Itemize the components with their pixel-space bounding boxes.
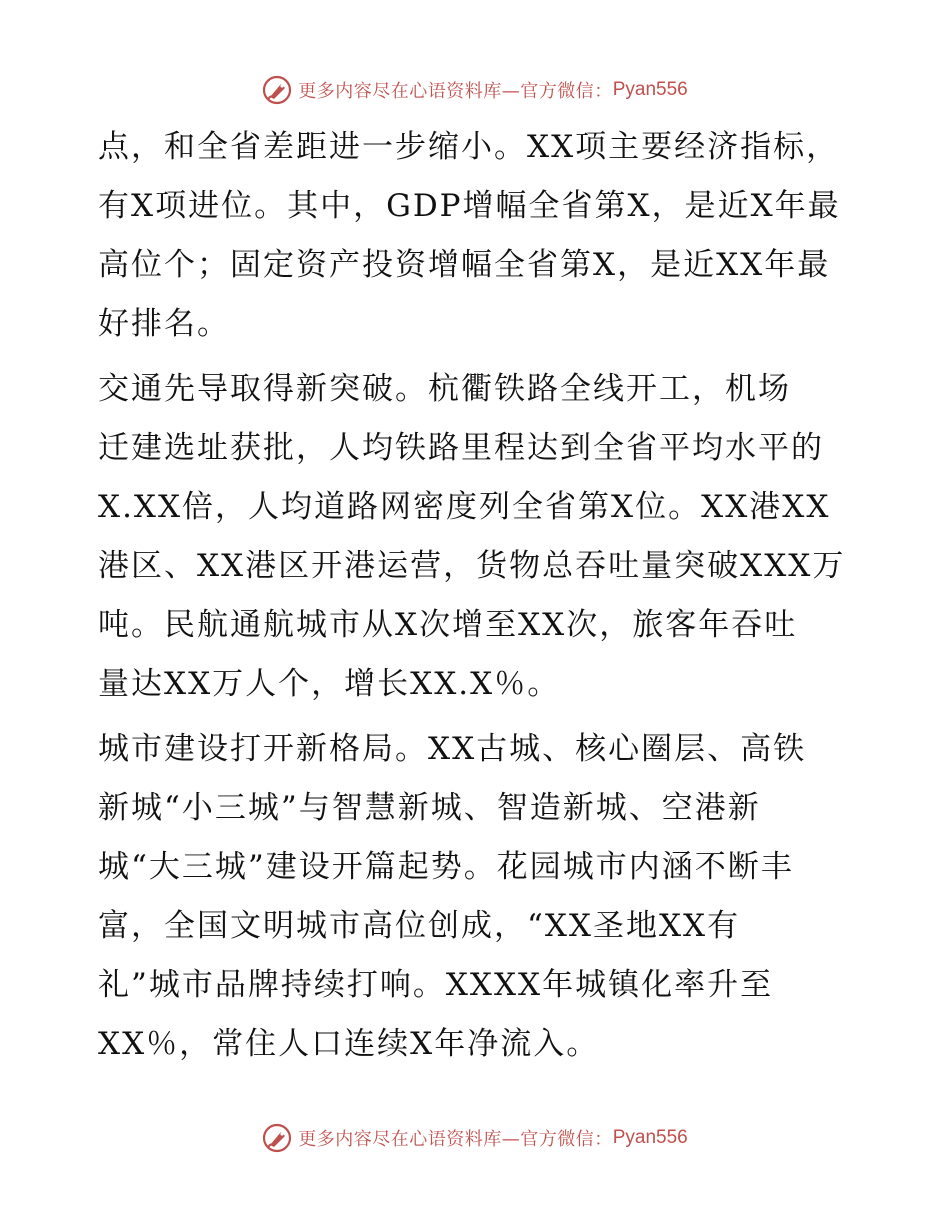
text-line: X.XX倍，人均道路网密度列全省第X位。XX港XX	[98, 489, 831, 525]
header-wechat-id: Pyan556	[612, 79, 688, 100]
text-line: 有X项进位。其中，GDP增幅全省第X，是近X年最	[98, 188, 841, 224]
header-banner	[0, 70, 950, 110]
pen-nib-logo-icon	[262, 1123, 292, 1153]
document-body	[98, 118, 858, 1074]
footer-banner-text: 更多内容尽在心语资料库—官方微信：	[298, 1129, 613, 1150]
footer-wechat-id: Pyan556	[612, 1127, 688, 1148]
paragraph	[98, 720, 858, 1074]
pen-nib-logo-icon	[262, 75, 292, 105]
text-line: 新城“小三城”与智慧新城、智造新城、空港新	[98, 790, 761, 826]
text-line: 交通先导取得新突破。杭衢铁路全线开工，机场	[98, 371, 791, 407]
text-line: 好排名。	[98, 306, 230, 342]
text-line: 礼”城市品牌持续打响。XXXX年城镇化率升至	[98, 967, 774, 1003]
text-line: 城市建设打开新格局。XX古城、核心圈层、高铁	[98, 731, 807, 767]
paragraph	[98, 118, 858, 354]
text-line: 量达XX万人个，增长XX.X％。	[98, 666, 561, 702]
text-line: 富，全国文明城市高位创成，“XX圣地XX有	[98, 908, 741, 944]
text-line: 点，和全省差距进一步缩小。XX项主要经济指标，	[98, 129, 840, 165]
text-line: XX％，常住人口连续X年净流入。	[98, 1026, 600, 1062]
text-line: 港区、XX港区开港运营，货物总吞吐量突破XXX万	[98, 548, 846, 584]
header-banner-text: 更多内容尽在心语资料库—官方微信：	[298, 81, 613, 102]
footer-banner	[0, 1118, 950, 1158]
paragraph	[98, 360, 858, 714]
text-line: 吨。民航通航城市从X次增至XX次，旅客年吞吐	[98, 607, 798, 643]
text-line: 迁建选址获批，人均铁路里程达到全省平均水平的	[98, 430, 824, 466]
text-line: 高位个；固定资产投资增幅全省第X，是近XX年最	[98, 247, 831, 283]
text-line: 城“大三城”建设开篇起势。花园城市内涵不断丰	[98, 849, 794, 885]
